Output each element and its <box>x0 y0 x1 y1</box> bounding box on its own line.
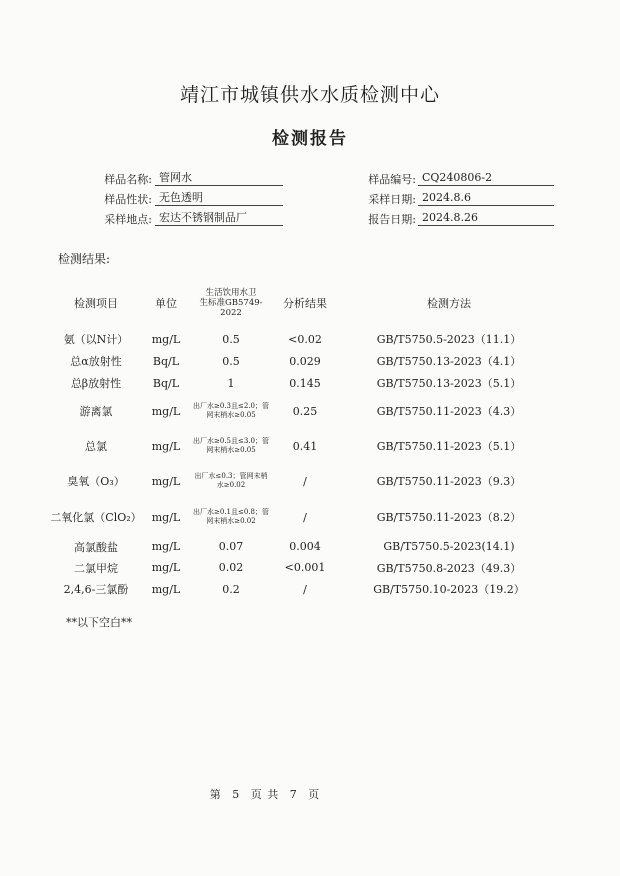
table-row <box>50 464 560 498</box>
row-item: 臭氧（O₃） <box>67 475 125 488</box>
row-result: <0.001 <box>284 561 326 574</box>
sample-state-label: 样品性状: <box>104 193 152 206</box>
row-result: 0.41 <box>292 439 318 453</box>
table-row <box>50 578 560 600</box>
row-item: 游离氯 <box>79 405 113 418</box>
info-row-location <box>0 211 620 229</box>
row-result: <0.02 <box>288 332 322 346</box>
row-method: GB/T5750.10-2023（19.2） <box>373 583 525 596</box>
pager-middle: 页 共 <box>250 788 280 801</box>
table-row <box>50 428 560 464</box>
row-standard: 0.07 <box>218 540 244 553</box>
row-item: 高氯酸盐 <box>74 540 118 554</box>
page-number <box>0 786 530 802</box>
row-method: GB/T5750.5-2023（11.1） <box>376 333 522 346</box>
row-unit: mg/L <box>151 540 181 553</box>
sample-number-label: 样品编号: <box>368 173 416 186</box>
sample-name-value: 管网水 <box>155 171 283 186</box>
row-standard: 0.5 <box>222 332 240 346</box>
table-header-row <box>50 286 560 320</box>
row-result: / <box>303 510 307 524</box>
row-item: 2,4,6-三氯酚 <box>63 583 129 596</box>
row-unit: mg/L <box>151 582 181 596</box>
row-standard: 出厂水≤0.3；管网末梢水≥0.02 <box>194 472 268 489</box>
row-method: GB/T5750.11-2023（5.1） <box>376 440 522 453</box>
row-standard: 1 <box>227 376 235 390</box>
row-item: 二氯甲烷 <box>74 561 118 575</box>
row-item: 氨（以N计） <box>63 333 129 346</box>
sampling-date-value: 2024.8.6 <box>418 191 554 206</box>
org-title: 靖江市城镇供水水质检测中心 <box>179 84 440 106</box>
sampling-location-value: 宏达不锈钢制品厂 <box>155 211 283 226</box>
row-method: GB/T5750.11-2023（4.3） <box>376 405 522 418</box>
row-method: GB/T5750.11-2023（8.2） <box>376 511 522 524</box>
results-table <box>50 286 560 600</box>
report-date-label: 报告日期: <box>368 213 416 226</box>
row-item: 总β放射性 <box>70 377 122 390</box>
row-standard: 出厂水≥0.3且≤2.0；管网末梢水≥0.05 <box>193 402 269 419</box>
pager-current: 5 <box>232 788 241 801</box>
row-method: GB/T5750.5-2023(14.1) <box>383 540 515 553</box>
table-row <box>50 536 560 557</box>
end-of-data-mark: **以下空白** <box>66 616 132 629</box>
row-standard: 出厂水≥0.1且≤0.8；管网末梢水≥0.02 <box>193 508 269 525</box>
row-method: GB/T5750.13-2023（4.1） <box>376 355 522 368</box>
table-row <box>50 557 560 578</box>
row-result: 0.145 <box>289 376 321 390</box>
report-date-value: 2024.8.26 <box>418 211 554 226</box>
row-standard: 0.5 <box>222 354 240 368</box>
row-unit: mg/L <box>151 561 181 574</box>
table-row <box>50 394 560 428</box>
row-unit: Bq/L <box>152 376 180 390</box>
row-unit: Bq/L <box>152 354 180 368</box>
row-unit: mg/L <box>151 510 181 524</box>
sampling-location-label: 采样地点: <box>104 213 152 226</box>
sample-number-value: CQ240806-2 <box>418 171 554 186</box>
row-unit: mg/L <box>151 404 181 418</box>
row-result: / <box>303 474 307 488</box>
row-result: / <box>303 582 307 596</box>
header-unit: 单位 <box>155 297 177 310</box>
header-standard-line2: 生标准GB5749- <box>199 298 263 308</box>
pager-prefix: 第 <box>209 788 222 801</box>
sample-name-label: 样品名称: <box>104 173 152 186</box>
row-method: GB/T5750.8-2023（49.3） <box>376 561 522 575</box>
sampling-date-label: 采样日期: <box>368 193 416 206</box>
header-method: 检测方法 <box>427 297 471 310</box>
table-row <box>50 498 560 536</box>
header-standard <box>190 286 272 320</box>
report-title: 检测报告 <box>272 129 348 149</box>
table-row <box>50 350 560 372</box>
table-row <box>50 372 560 394</box>
row-method: GB/T5750.13-2023（5.1） <box>376 377 522 390</box>
pager-suffix: 页 <box>308 788 321 801</box>
header-standard-line1: 生活饮用水卫 <box>205 288 257 298</box>
header-standard-line3: 2022 <box>220 308 242 318</box>
row-standard: 出厂水≥0.5且≤3.0；管网末梢水≥0.05 <box>193 437 269 454</box>
row-unit: mg/L <box>151 332 181 346</box>
results-label: 检测结果: <box>58 252 111 266</box>
row-item: 总氯 <box>85 440 107 453</box>
pager-total: 7 <box>289 788 298 801</box>
row-item: 总α放射性 <box>70 355 122 368</box>
info-row-state <box>0 191 620 209</box>
row-unit: mg/L <box>151 474 181 488</box>
table-row <box>50 328 560 350</box>
row-result: 0.25 <box>292 404 318 418</box>
row-unit: mg/L <box>151 439 181 453</box>
row-standard: 0.02 <box>218 561 244 574</box>
row-standard: 0.2 <box>222 582 240 596</box>
row-method: GB/T5750.11-2023（9.3） <box>376 475 522 488</box>
row-result: 0.004 <box>289 540 321 553</box>
info-row-name <box>0 171 620 189</box>
header-item: 检测项目 <box>74 297 118 310</box>
header-result: 分析结果 <box>283 297 327 310</box>
row-item: 二氧化氯（ClO₂） <box>50 511 142 524</box>
row-result: 0.029 <box>289 354 321 368</box>
sample-state-value: 无色透明 <box>155 191 283 206</box>
